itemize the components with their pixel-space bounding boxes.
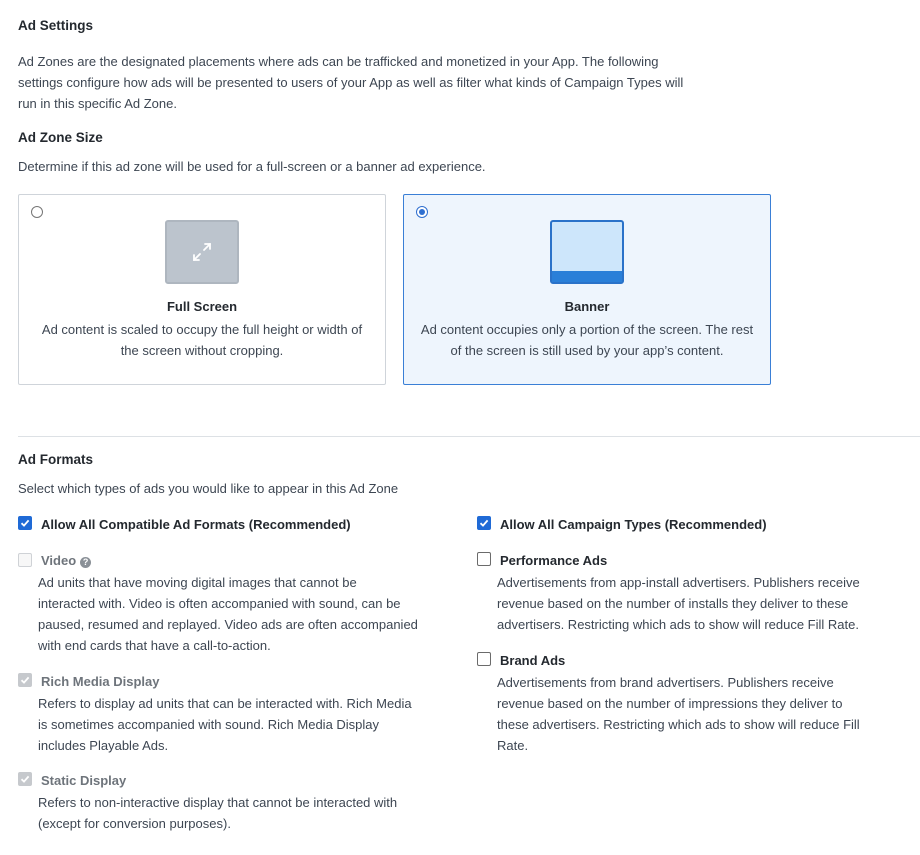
- full-screen-description: [33, 319, 371, 361]
- performance-ads-description-line: advertisers. Restricting which ads to show will reduce Fill Rate.: [497, 617, 859, 632]
- full-screen-option-card[interactable]: [18, 194, 386, 385]
- ad-settings-description: [18, 51, 718, 114]
- static-display-description-line: Refers to non-interactive display that cannot be interacted with: [38, 795, 398, 810]
- brand-ads-description-line: these advertisers. Restricting which ads to show will reduce Fill: [497, 717, 860, 732]
- video-label: Video: [41, 553, 77, 568]
- rich-media-description-line: Refers to display ad units that can be interacted with. Rich Media: [38, 696, 412, 711]
- video-description-line: paused, resumed and replayed. Video ads are often accompanied: [38, 617, 418, 632]
- video-description-line: interacted with. Video is often accompanied with sound, can be: [38, 596, 401, 611]
- brand-ads-description-line: revenue based on the number of impressions they deliver to: [497, 696, 843, 711]
- banner-description-line: Ad content occupies only a portion of the screen. The rest: [420, 322, 754, 337]
- banner-option-card[interactable]: [403, 194, 771, 385]
- check-icon: [20, 518, 30, 528]
- banner-title: Banner: [564, 299, 610, 314]
- question-circle-icon[interactable]: ?: [80, 557, 91, 568]
- rich-media-display-description: [38, 693, 438, 756]
- video-checkbox[interactable]: [18, 553, 32, 567]
- video-description-line: Ad units that have moving digital images that cannot be: [38, 575, 357, 590]
- static-display-checkbox[interactable]: [18, 772, 32, 786]
- allow-all-campaigns-checkbox[interactable]: [477, 516, 491, 530]
- brand-ads-description: [497, 672, 897, 756]
- video-description: [38, 572, 438, 656]
- ad-zone-size-title: Ad Zone Size: [18, 130, 103, 145]
- brand-ads-checkbox[interactable]: [477, 652, 491, 666]
- ad-zone-size-description: Determine if this ad zone will be used for a full-screen or a banner ad experience.: [18, 159, 486, 174]
- banner-description-line: of the screen is still used by your app’s content.: [450, 343, 724, 358]
- check-icon: [479, 518, 489, 528]
- ad-settings-line: Ad Zones are the designated placements where ads can be trafficked and monetized in your App. The following: [18, 54, 659, 69]
- ad-settings-line: run in this specific Ad Zone.: [18, 96, 177, 111]
- ad-settings-title: Ad Settings: [18, 18, 94, 33]
- performance-ads-label: Performance Ads: [500, 553, 608, 568]
- static-display-label: Static Display: [41, 773, 127, 788]
- brand-ads-description-line: Rate.: [497, 738, 529, 753]
- brand-ads-label: Brand Ads: [500, 653, 566, 668]
- banner-strip: [552, 271, 622, 282]
- rich-media-description-line: includes Playable Ads.: [38, 738, 169, 753]
- section-divider: [18, 436, 920, 437]
- performance-ads-description: [497, 572, 897, 635]
- static-display-description-line: (except for conversion purposes).: [38, 816, 231, 831]
- video-description-line: with end cards that have a call-to-action.: [38, 638, 271, 653]
- rich-media-display-label: Rich Media Display: [41, 674, 160, 689]
- allow-all-campaigns-label: Allow All Campaign Types (Recommended): [500, 517, 767, 532]
- brand-ads-description-line: Advertisements from brand advertisers. Publishers receive: [497, 675, 834, 690]
- banner-layout-icon: [550, 220, 624, 284]
- ad-formats-title: Ad Formats: [18, 452, 94, 467]
- expand-arrows-icon: [165, 220, 239, 284]
- allow-all-formats-checkbox[interactable]: [18, 516, 32, 530]
- static-display-description: [38, 792, 438, 834]
- check-icon: [20, 675, 30, 685]
- full-screen-title: Full Screen: [166, 299, 238, 314]
- performance-ads-checkbox[interactable]: [477, 552, 491, 566]
- full-screen-radio[interactable]: [31, 206, 43, 218]
- ad-formats-description: Select which types of ads you would like to appear in this Ad Zone: [18, 481, 399, 496]
- performance-ads-description-line: revenue based on the number of installs they deliver to these: [497, 596, 849, 611]
- full-screen-description-line: the screen without cropping.: [120, 343, 284, 358]
- banner-description: [418, 319, 756, 361]
- full-screen-description-line: Ad content is scaled to occupy the full height or width of: [41, 322, 363, 337]
- performance-ads-description-line: Advertisements from app-install advertisers. Publishers receive: [497, 575, 860, 590]
- banner-radio[interactable]: [416, 206, 428, 218]
- rich-media-description-line: is sometimes accompanied with sound. Rich Media Display: [38, 717, 380, 732]
- ad-settings-line: settings configure how ads will be presented to users of your App as well as filter what kinds of Campaign Types will: [18, 75, 684, 90]
- video-label-row: [41, 553, 91, 568]
- allow-all-formats-label: Allow All Compatible Ad Formats (Recommended): [41, 517, 351, 532]
- rich-media-display-checkbox[interactable]: [18, 673, 32, 687]
- check-icon: [20, 774, 30, 784]
